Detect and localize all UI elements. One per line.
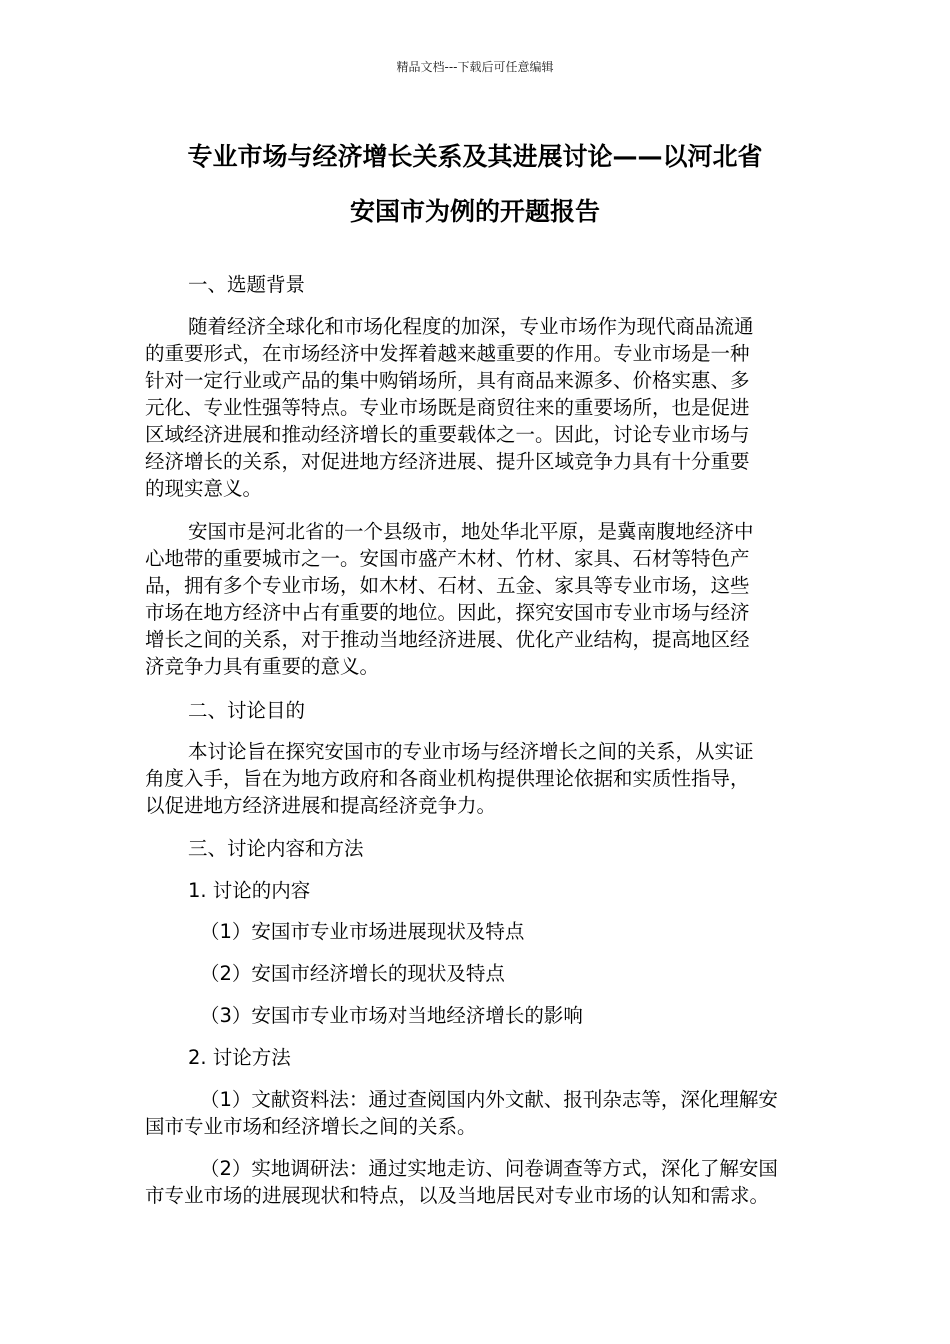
method-2-line: （2）实地调研法：通过实地走访、问卷调查等方式，深化了解安国 (200, 1157, 778, 1180)
paragraph-2-line: 济竞争力具有重要的意义。 (145, 655, 380, 678)
list-item: （1）安国市专业市场进展现状及特点 (200, 920, 525, 943)
page-header: 精品文档---下载后可任意编辑 (396, 60, 554, 74)
title-line-2: 安国市为例的开题报告 (349, 197, 600, 226)
subsection-heading-1: 1. 讨论的内容 (188, 879, 311, 902)
paragraph-3-line: 本讨论旨在探究安国市的专业市场与经济增长之间的关系，从实证 (188, 740, 754, 763)
list-item: （2）安国市经济增长的现状及特点 (200, 962, 505, 985)
method-1-line: 国市专业市场和经济增长之间的关系。 (145, 1115, 477, 1138)
subsection-heading-2: 2. 讨论方法 (188, 1046, 291, 1069)
paragraph-3-line: 角度入手，旨在为地方政府和各商业机构提供理论依据和实质性指导， (145, 767, 750, 790)
section-heading-2: 二、讨论目的 (188, 699, 306, 722)
method-2-line: 市专业市场的进展现状和特点，以及当地居民对专业市场的认知和需求。 (145, 1184, 770, 1207)
paragraph-1-line: 经济增长的关系，对促进地方经济进展、提升区域竞争力具有十分重要 (145, 450, 750, 473)
paragraph-3-line: 以促进地方经济进展和提高经济竞争力。 (145, 794, 497, 817)
paragraph-2-line: 心地带的重要城市之一。安国市盛产木材、竹材、家具、石材等特色产 (145, 547, 750, 570)
paragraph-1-line: 的现实意义。 (145, 477, 263, 500)
paragraph-1-line: 随着经济全球化和市场化程度的加深，专业市场作为现代商品流通 (188, 315, 754, 338)
method-1-line: （1）文献资料法：通过查阅国内外文献、报刊杂志等，深化理解安 (200, 1088, 778, 1111)
paragraph-1-line: 针对一定行业或产品的集中购销场所，具有商品来源多、价格实惠、多 (145, 369, 750, 392)
title-line-1: 专业市场与经济增长关系及其进展讨论——以河北省 (187, 142, 763, 171)
list-item: （3）安国市专业市场对当地经济增长的影响 (200, 1004, 583, 1027)
section-heading-3: 三、讨论内容和方法 (188, 837, 364, 860)
paragraph-2-line: 安国市是河北省的一个县级市，地处华北平原，是冀南腹地经济中 (188, 520, 754, 543)
paragraph-2-line: 品，拥有多个专业市场，如木材、石材、五金、家具等专业市场，这些 (145, 574, 750, 597)
paragraph-1-line: 元化、专业性强等特点。专业市场既是商贸往来的重要场所，也是促进 (145, 396, 750, 419)
paragraph-2-line: 增长之间的关系，对于推动当地经济进展、优化产业结构，提高地区经 (145, 628, 750, 651)
paragraph-2-line: 市场在地方经济中占有重要的地位。因此，探究安国市专业市场与经济 (145, 601, 750, 624)
paragraph-1-line: 区域经济进展和推动经济增长的重要载体之一。因此，讨论专业市场与 (145, 423, 750, 446)
paragraph-1-line: 的重要形式，在市场经济中发挥着越来越重要的作用。专业市场是一种 (145, 342, 750, 365)
section-heading-1: 一、选题背景 (188, 273, 306, 296)
